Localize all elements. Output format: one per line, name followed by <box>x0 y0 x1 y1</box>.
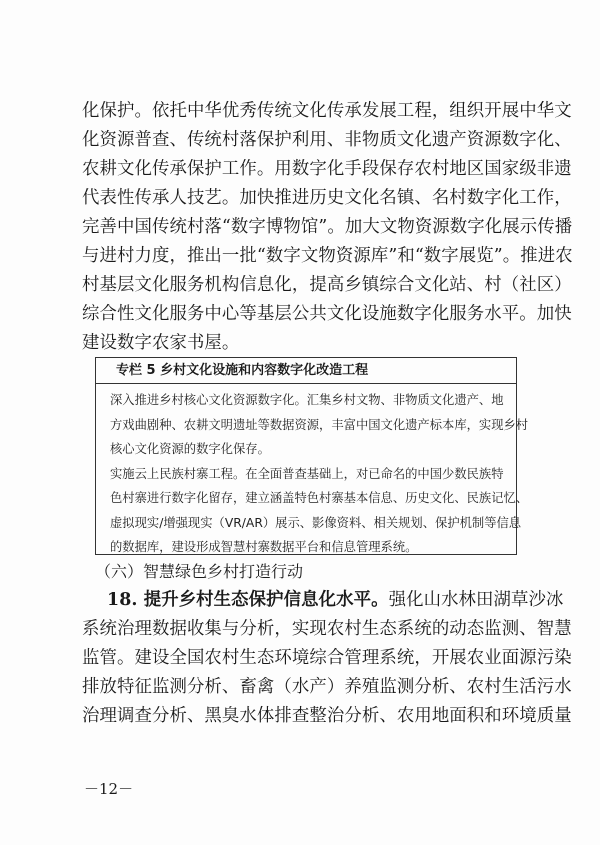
box-text-line: 深入推进乡村核心文化资源数字化。汇集乡村文物、非物质文化遗产、地 <box>110 393 504 407</box>
box-text-line: 的数据库，建设形成智慧村寨数据平台和信息管理系统。 <box>110 540 418 554</box>
box-text-line: 方戏曲剧种、农耕文明遗址等数据资源，丰富中国文化遗产标本库，实现乡村 <box>110 417 529 432</box>
text-line: 代表性传承人技艺。加快推进历史文化名镇、名村数字化工作， <box>82 188 572 208</box>
text-line: 治理调查分析、黑臭水体排查整治分析、农用地面积和环境质量 <box>82 706 572 726</box>
text-line: 与进村力度，推出一批“数字文物资源库”和“数字展览”。推进农 <box>82 246 573 266</box>
text-line: 完善中国传统村落“数字博物馆”。加大文物资源数字化展示传播 <box>82 217 573 237</box>
box-text-line: 实施云上民族村寨工程。在全面普查基础上，对已命名的中国少数民族特 <box>110 466 504 481</box>
text-line-first <box>82 586 564 615</box>
box-text-line: 虚拟现实/增强现实（VR/AR）展示、影像资料、相关规划、保护机制等信息 <box>110 515 522 530</box>
text-line: 村基层文化服务机构信息化，提高乡镇综合文化站、村（社区） <box>82 275 572 295</box>
bold-lead-text: 18. 提升乡村生态保护信息化水平。 <box>107 590 389 610</box>
box-body <box>96 384 529 560</box>
lead-rest-text: 强化山水林田湖草沙冰 <box>388 590 564 610</box>
paragraph-bottom <box>82 586 572 731</box>
special-column-box <box>95 357 529 555</box>
text-line: 化资源普查、传统村落保护利用、非物质文化遗产资源数字化、 <box>82 130 572 150</box>
box-text-line: 核心文化资源的数字化保存。 <box>110 442 270 456</box>
text-line: 监管。建设全国农村生态环境综合管理系统，开展农业面源污染 <box>82 648 572 668</box>
text-line: 化保护。依托中华优秀传统文化传承发展工程，组织开展中华文 <box>82 101 572 121</box>
text-line: 系统治理数据收集与分析，实现农村生态系统的动态监测、智慧 <box>82 619 572 639</box>
box-title: 专栏 5 乡村文化设施和内容数字化改造工程 <box>96 358 516 384</box>
text-line: 排放特征监测分析、畜禽（水产）养殖监测分析、农村生活污水 <box>82 677 572 697</box>
paragraph-top <box>82 97 573 358</box>
text-line: 农耕文化传承保护工作。用数字化手段保存农村地区国家级非遗 <box>82 159 572 179</box>
box-text-line: 色村寨进行数字化留存，建立涵盖特色村寨基本信息、历史文化、民族记忆、 <box>110 491 529 505</box>
text-line: 建设数字农家书屋。 <box>82 333 240 353</box>
text-line: 综合性文化服务中心等基层公共文化设施数字化服务水平。加快 <box>82 304 572 324</box>
page-number: －12－ <box>84 780 134 798</box>
section-heading: （六）智慧绿色乡村打造行动 <box>95 562 304 581</box>
